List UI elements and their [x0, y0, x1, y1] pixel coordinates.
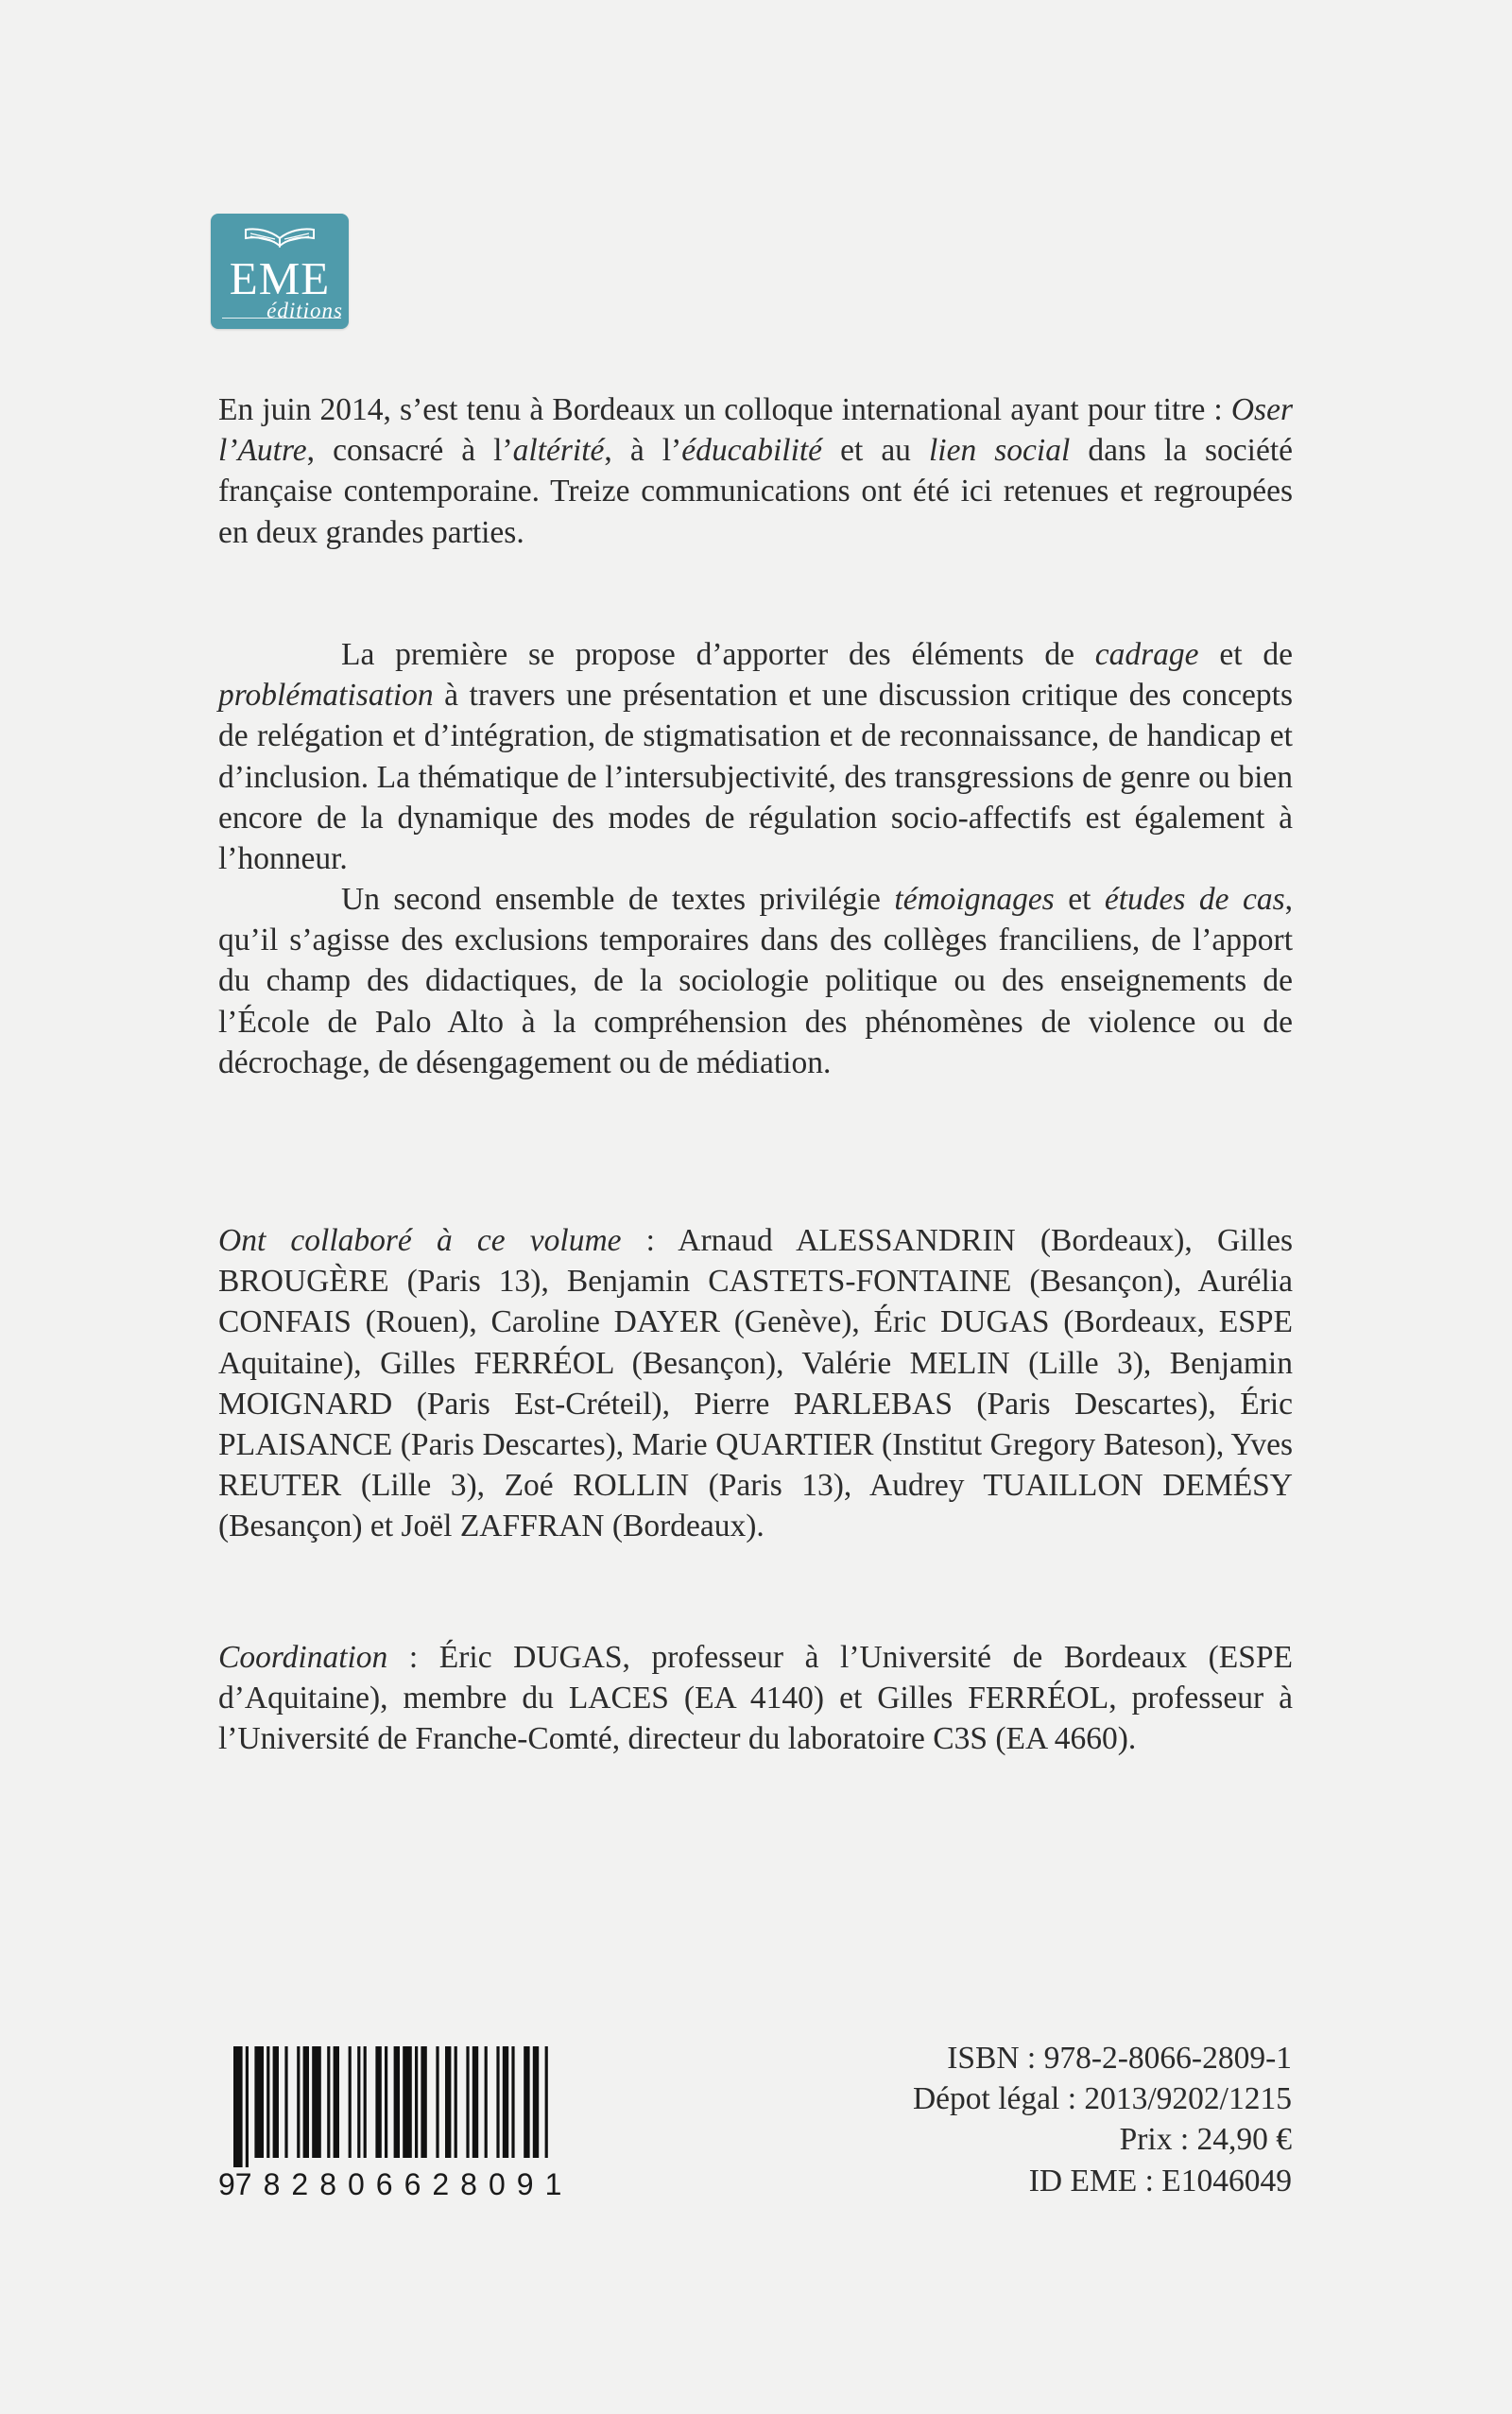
barcode-bar — [375, 2046, 381, 2158]
barcode-bar — [284, 2046, 287, 2158]
barcode-bar — [246, 2046, 249, 2167]
text-run: En juin 2014, s’est tenu à Bordeaux un colloque international ayant pour titre : — [218, 392, 1231, 427]
intro-paragraph-3-text — [218, 879, 1293, 1083]
depot-legal-line: Dépot légal : 2013/9202/1215 — [912, 2081, 1292, 2117]
id-eme-line: ID EME : E1046049 — [1028, 2163, 1292, 2198]
barcode-bars — [218, 2046, 557, 2167]
intro-paragraph-1-text — [218, 389, 1293, 553]
barcode-bar — [436, 2046, 438, 2158]
text-run: La première se propose d’apporter des éléments de — [341, 637, 1095, 672]
barcode-digits-right: 628091 — [404, 2167, 574, 2201]
barcode-bar — [511, 2046, 514, 2158]
text-run: : Arnaud ALESSANDRIN (Bordeaux), Gilles BROUGÈRE (Paris 13), Benjamin CASTETS-FONTAINE (Besançon), Aurélia CONFAIS (Rouen), Caroline DAYER (Genève), Éric DUGAS (Bordeaux, ESPE Aquitaine), Gilles FERRÉOL (Besançon), Valérie MELIN (Lille 3), Benjamin MOIGNARD (Paris Est-Créteil), Pierre PARLEBAS (Paris Descartes), Éric PLAISANCE (Paris Descartes), Marie QUARTIER (Institut Gregory Bateson), Yves REUTER (Lille 3), Zoé ROLLIN (Paris 13), Audrey TUAILLON DEMÉSY (Besançon) et Joël ZAFFRAN (Bordeaux). — [218, 1223, 1293, 1544]
text-run: problématisation — [218, 678, 434, 714]
barcode-bar — [445, 2046, 451, 2158]
publisher-logo — [211, 214, 349, 329]
barcode-bar — [266, 2046, 269, 2158]
barcode-bar — [273, 2046, 279, 2158]
text-run: altérité — [512, 433, 605, 469]
barcode-bar — [545, 2046, 548, 2158]
isbn-line: ISBN : 978-2-8066-2809-1 — [947, 2041, 1292, 2076]
barcode-bar — [421, 2046, 426, 2158]
logo-brand-text: EME — [229, 252, 331, 304]
barcode-bar — [472, 2046, 478, 2158]
barcode-digit-lead: 9 — [218, 2167, 235, 2201]
barcode-bar — [503, 2046, 508, 2158]
intro-paragraph-2-text — [218, 634, 1293, 879]
text-run: à travers une présentation et une discussion critique des concepts de relégation et d’intégration, de stigmatisation et de reconnaissance, de handicap et d’inclusion. La thématique de l’intersubjectivité, des transgressions de genre ou bien encore de la dynamique des modes de régulation socio-affectifs est également à l’honneur. — [218, 678, 1293, 877]
barcode-bar — [334, 2046, 339, 2158]
collaborators-paragraph — [218, 1220, 1293, 1547]
coordination-text — [218, 1637, 1293, 1760]
text-run: cadrage — [1094, 637, 1199, 672]
price-line: Prix : 24,90 € — [1119, 2122, 1292, 2158]
barcode-digits-left: 782806 — [234, 2167, 404, 2201]
text-run: éducabilité — [681, 433, 823, 469]
barcode-bar — [485, 2046, 488, 2158]
barcode-bar — [524, 2046, 529, 2158]
logo-subtitle-text: éditions — [266, 299, 343, 322]
text-run: , à l’ — [604, 433, 682, 469]
text-run: : Éric DUGAS, professeur à l’Université de Bordeaux (ESPE d’Aquitaine), membre du LACES (EA 4140) et Gilles FERRÉOL, professeur à l’Université de Franche-Comté, directeur du laboratoire C3S (EA 4660). — [218, 1640, 1293, 1757]
text-run: Coordination — [218, 1640, 388, 1675]
open-book-icon — [242, 225, 318, 250]
text-run: , qu’il s’agisse des exclusions temporaires dans des collèges franciliens, de l’apport du champ des didactiques, de la sociologie politique ou des enseignements de l’École de Palo Alto à la compréhension des phénomènes de violence ou de décrochage, de désengagement ou de médiation. — [218, 882, 1294, 1080]
text-run: études de cas — [1104, 882, 1285, 917]
intro-paragraph-2 — [218, 634, 1293, 879]
barcode-bar — [533, 2046, 539, 2158]
barcode-bar — [394, 2046, 400, 2158]
barcode-bar — [303, 2046, 309, 2158]
barcode-bar — [385, 2046, 387, 2158]
text-run: et — [1054, 882, 1105, 917]
barcode-bar — [415, 2046, 418, 2158]
collaborators-text — [218, 1220, 1293, 1547]
isbn-barcode — [218, 2046, 574, 2201]
barcode-bar — [357, 2046, 360, 2158]
barcode-bar — [349, 2046, 352, 2158]
barcode-bar — [455, 2046, 457, 2158]
barcode-bar — [254, 2046, 264, 2158]
text-run: lien social — [928, 433, 1071, 469]
barcode-bar — [233, 2046, 243, 2167]
barcode-bar — [466, 2046, 469, 2158]
text-run: et de — [1198, 637, 1294, 672]
barcode-digits — [218, 2167, 574, 2201]
text-run: témoignages — [894, 882, 1055, 917]
publication-info — [913, 2038, 1292, 2201]
intro-paragraph-1 — [218, 389, 1293, 553]
text-run: Un second ensemble de textes privilégie — [341, 882, 895, 917]
barcode-bar — [327, 2046, 330, 2158]
text-run: Ont collaboré à ce volume — [218, 1223, 622, 1258]
coordination-paragraph — [218, 1637, 1293, 1760]
barcode-bar — [297, 2046, 300, 2158]
intro-paragraph-3 — [218, 879, 1293, 1083]
text-run: , consacré à l’ — [306, 433, 513, 469]
barcode-bar — [312, 2046, 321, 2158]
text-run: Oser l’Autre — [218, 392, 1293, 469]
text-run: dans la société française contemporaine. Treize communications ont été ici retenues et regroupées en deux grandes parties. — [218, 433, 1293, 550]
barcode-bar — [496, 2046, 499, 2158]
text-run: et au — [822, 433, 929, 469]
barcode-bar — [403, 2046, 412, 2158]
barcode-bar — [364, 2046, 367, 2158]
